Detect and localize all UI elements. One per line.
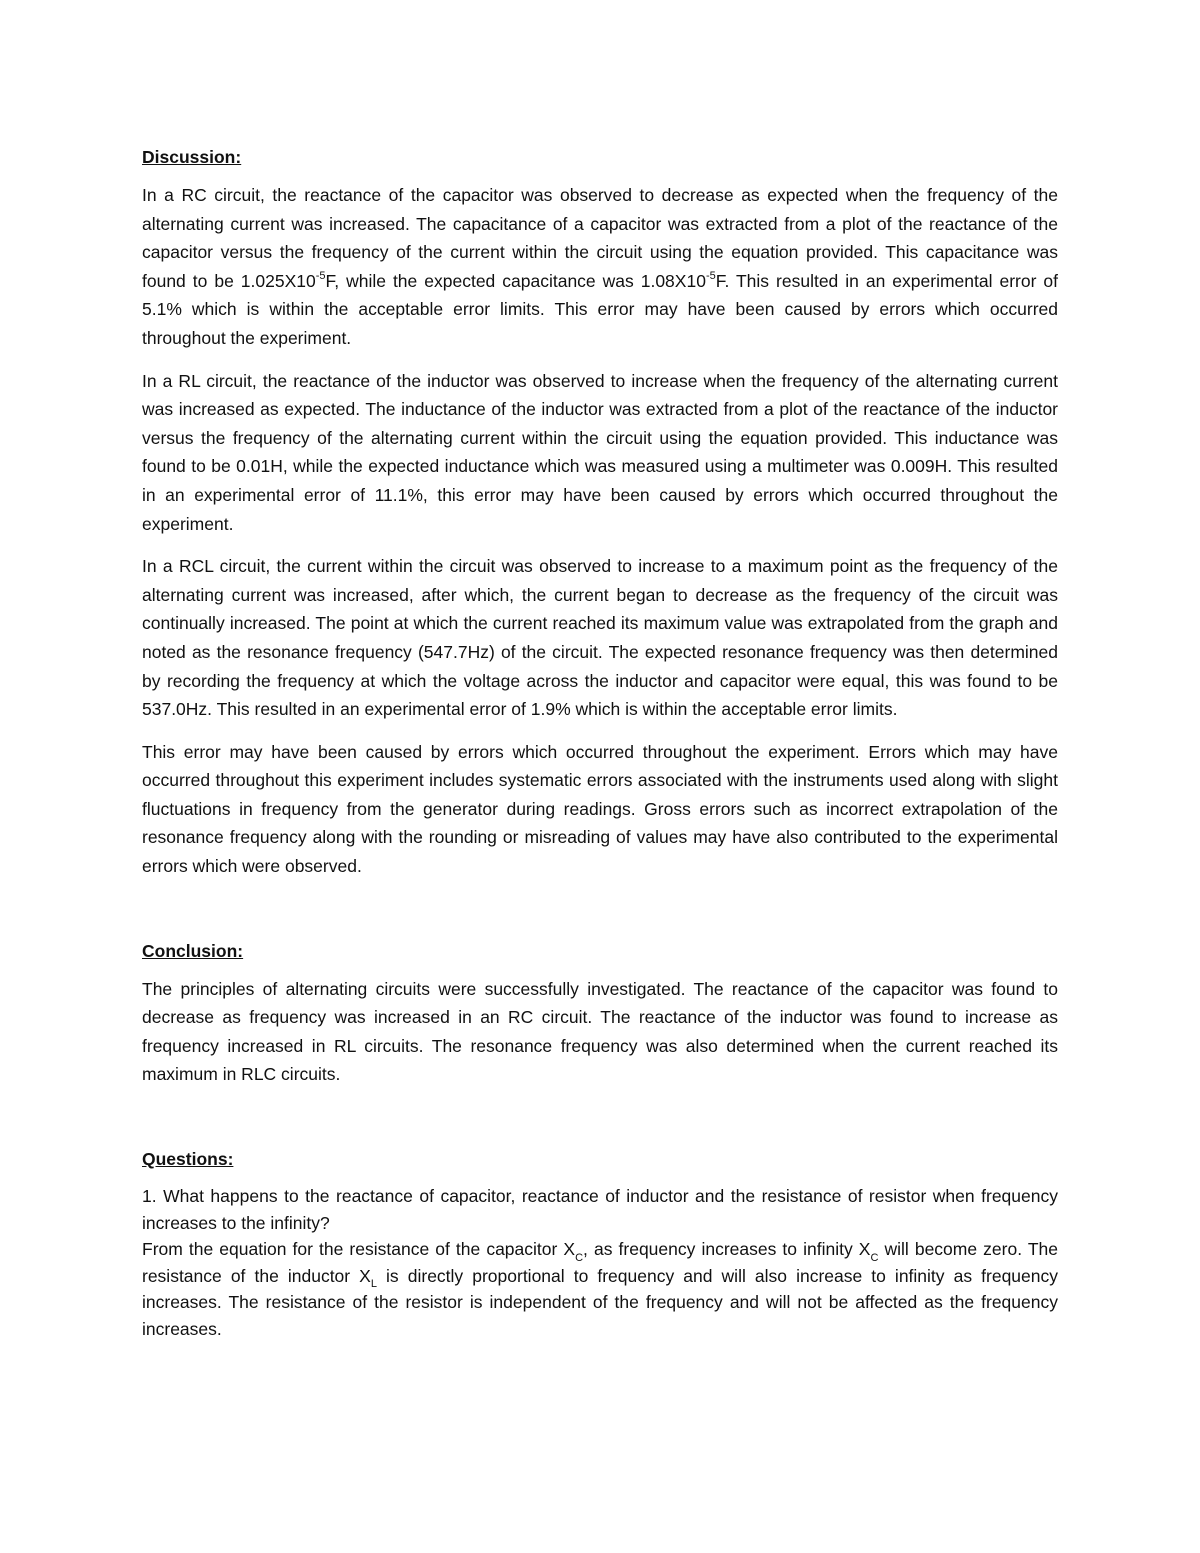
subscript-c-1: C <box>575 1251 584 1264</box>
rc-text-part-2: F, while the expected capacitance was 1.08X10 <box>325 270 706 291</box>
questions-heading: Questions: <box>142 1149 234 1170</box>
answer-text-part-4: is directly proportional to frequency and will also increase to infinity as frequency increases. The resistance of the resistor is independent of the frequency and will not be affected as the frequency increases. <box>142 1265 1058 1339</box>
conclusion-paragraph: The principles of alternating circuits were successfully investigated. The reactance of the capacitor was found to decrease as frequency was increased in an RC circuit. The reactance of the inductor was found to increase as frequency increased in RL circuits. The resonance frequency was also determined when the current reached its maximum in RLC circuits. <box>142 978 1058 1085</box>
answer-text-part-1: From the equation for the resistance of the capacitor X <box>142 1239 576 1260</box>
question-1: 1. What happens to the reactance of capacitor, reactance of inductor and the resistance of resistor when frequency increases to the infinity? <box>142 1186 1058 1233</box>
answer-1 <box>142 1236 1058 1342</box>
answer-text-part-2: , as frequency increases to infinity X <box>583 1239 871 1260</box>
discussion-paragraph-rl: In a RL circuit, the reactance of the inductor was observed to increase when the frequency of the alternating current was increased as expected. The inductance of the inductor was extracted from a plot of the reactance of the inductor versus the frequency of the alternating current within the circuit using the equation provided. This inductance was found to be 0.01H, while the expected inductance which was measured using a multimeter was 0.009H. This resulted in an experimental error of 11.1%, this error may have been caused by errors which occurred throughout the experiment. <box>142 370 1058 534</box>
discussion-paragraph-rc <box>142 181 1058 353</box>
discussion-heading: Discussion: <box>142 147 242 167</box>
discussion-paragraph-rcl: In a RCL circuit, the current within the circuit was observed to increase to a maximum point as the frequency of the alternating current was increased, after which, the current began to decrease as the frequency of the circuit was continually increased. The point at which the current reached its maximum value was extrapolated from the graph and noted as the resonance frequency (547.7Hz) of the circuit. The expected resonance frequency was then determined by recording the frequency at which the voltage across the inductor and capacitor were equal, this was found to be 537.0Hz. This resulted in an experimental error of 1.9% which is within the acceptable error limits. <box>142 556 1058 720</box>
rc-text-part-3: F. This resulted in an experimental error of 5.1% which is within the acceptable error limits. This error may have been caused by errors which occurred throughout the experiment. <box>142 270 1058 348</box>
document-body <box>142 143 1058 1342</box>
rc-text-part-1: In a RC circuit, the reactance of the capacitor was observed to decrease as expected when the frequency of the alternating current was increased. The capacitance of a capacitor was extracted from a plot of the reactance of the capacitor versus the frequency of the current within the circuit using the equation provided. This capacitance was found to be 1.025X10 <box>142 185 1058 291</box>
exponent-1: -5 <box>315 269 326 282</box>
answer-text-part-3: will become zero. The resistance of the inductor X <box>142 1239 1058 1286</box>
discussion-paragraph-errors: This error may have been caused by errors which occurred throughout the experiment. Errors which may have occurred throughout this experiment includes systematic errors associated with the instruments used along with slight fluctuations in frequency from the generator during readings. Gross errors such as incorrect extrapolation of the resonance frequency along with the rounding or misreading of values may have also contributed to the experimental errors which were observed. <box>142 741 1058 877</box>
exponent-2: -5 <box>705 269 716 282</box>
subscript-l: L <box>370 1278 377 1291</box>
subscript-c-2: C <box>870 1251 879 1264</box>
conclusion-heading: Conclusion: <box>142 940 244 961</box>
